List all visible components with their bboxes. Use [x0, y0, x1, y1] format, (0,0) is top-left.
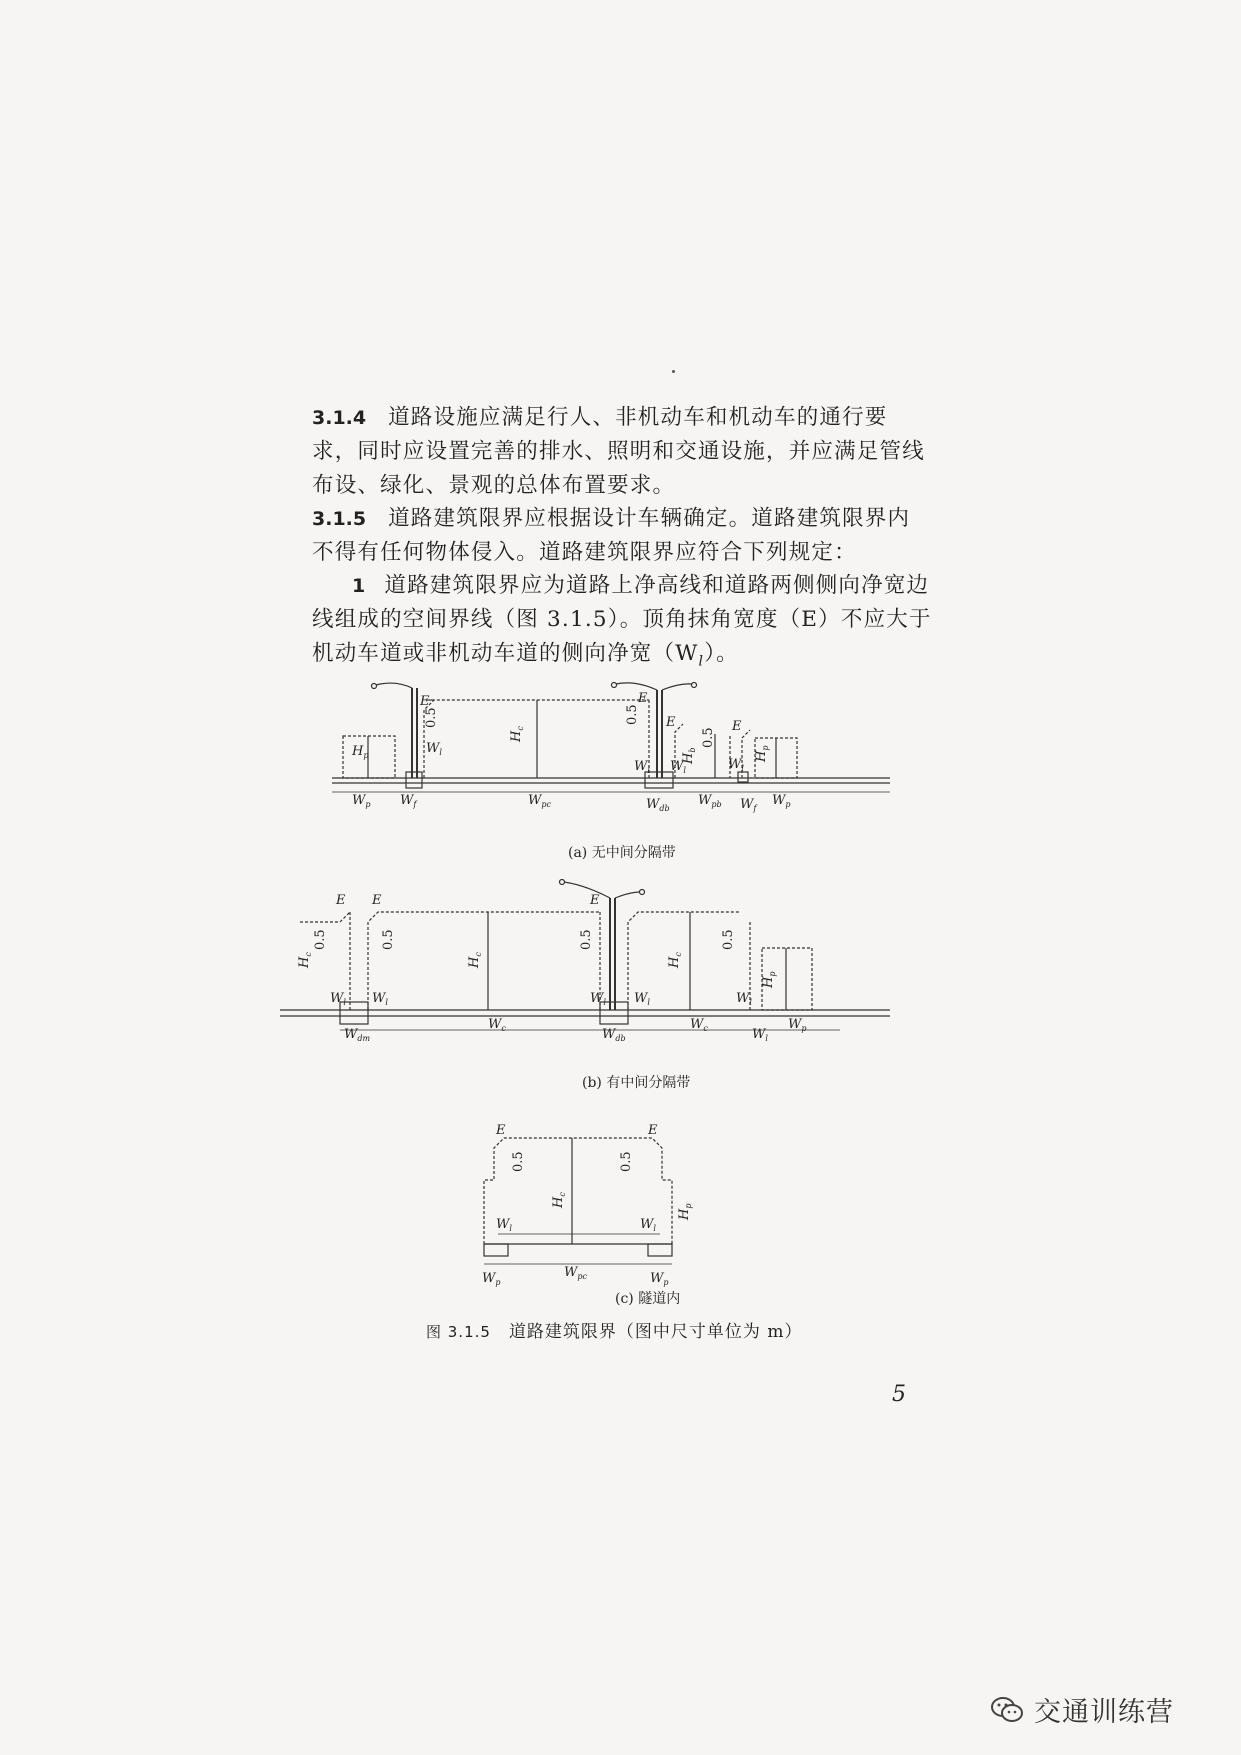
clause-text: 道路设施应满足行人、非机动车和机动车的通行要求，同时应设置完善的排水、照明和交通设施，并应满足管线布设、绿化、景观的总体布置要求。: [312, 405, 925, 498]
label-subscript: c: [516, 726, 525, 731]
label-E: E: [336, 893, 346, 908]
item-text: 道路建筑限界应为道路上净高线和道路两侧侧向净宽边线组成的空间界线（图 3.1.5）。顶角抹角宽度（E）不应大于机动车道或非机动车道的侧向净宽（W: [312, 573, 932, 666]
label-Wl: $W_l$: [496, 1217, 512, 1233]
label-subscript: f: [753, 804, 757, 813]
figure-number: 图 3.1.5: [426, 1323, 491, 1341]
stray-dot: [672, 370, 675, 373]
label-Wc: $W_c$: [488, 1017, 506, 1033]
clause-3-1-5: [312, 502, 932, 570]
page-number: 5: [892, 1382, 906, 1407]
label-subscript: dm: [357, 1034, 371, 1043]
label-subscript: l: [509, 1224, 512, 1233]
label-E: E: [732, 719, 742, 734]
label-subscript: c: [304, 952, 313, 957]
label-Hc: $H_c$: [467, 952, 483, 968]
label-05: 0.5: [579, 929, 594, 950]
item-subscript: l: [698, 653, 705, 670]
caption-a: (a) 无中间分隔带: [568, 845, 676, 861]
label-Wl: $W_l$: [752, 1027, 768, 1043]
diagram-b-labels: [297, 893, 807, 1043]
label-subscript: pb: [711, 800, 722, 809]
label-subscript: c: [674, 952, 683, 957]
label-05: 0.5: [625, 704, 640, 725]
label-subscript: pc: [541, 800, 551, 809]
label-subscript: l: [343, 998, 346, 1007]
label-Hp: $H_p$: [677, 1203, 693, 1220]
label-Wp: $W_p$: [650, 1271, 669, 1287]
label-Wp: $W_p$: [352, 793, 371, 809]
item-number: 1: [352, 575, 367, 597]
label-Wp: $W_p$: [482, 1271, 501, 1287]
label-Wf: $W_f$: [740, 797, 758, 813]
label-Wpb: $W_{pb}$: [698, 793, 722, 809]
label-Wl: $W_l$: [590, 991, 606, 1007]
watermark-text: 交通训练营: [1034, 1697, 1174, 1728]
label-E: E: [638, 691, 648, 706]
label-05: 0.5: [313, 929, 328, 950]
label-Wl: $W_l$: [736, 991, 752, 1007]
label-subscript: f: [413, 800, 417, 809]
label-05: 0.5: [511, 1151, 526, 1172]
label-subscript: l: [647, 766, 650, 775]
label-Hc: $H_c$: [667, 952, 683, 968]
clearance-diagram: [297, 680, 940, 1300]
label-Wl: $W_l$: [640, 1217, 656, 1233]
label-Wl: $W_l$: [330, 991, 346, 1007]
label-subscript: db: [659, 804, 670, 813]
label-subscript: l: [741, 764, 744, 773]
watermark: [990, 1690, 1174, 1729]
label-subscript: p: [495, 1278, 501, 1287]
label-Hp: $H_p$: [761, 971, 777, 988]
label-Wf: $W_f$: [400, 793, 418, 809]
label-05: 0.5: [721, 929, 736, 950]
caption-c: (c) 隧道内: [615, 1291, 681, 1307]
label-05: 0.5: [701, 727, 716, 748]
label-subscript: p: [365, 800, 371, 809]
label-Hb: $H_b$: [681, 747, 697, 764]
figure-caption: [426, 1317, 802, 1342]
label-subscript: p: [801, 1024, 807, 1033]
label-E: E: [372, 893, 382, 908]
label-Wdm: $W_{dm}$: [344, 1027, 371, 1043]
clause-number: 3.1.5: [312, 508, 367, 530]
label-Wp: $W_p$: [772, 793, 791, 809]
clause-text: 道路建筑限界应根据设计车辆确定。道路建筑限界内不得有任何物体侵入。道路建筑限界应符合下列规定：: [312, 506, 911, 565]
caption-b: (b) 有中间分隔带: [582, 1075, 691, 1091]
label-subscript: l: [653, 1224, 656, 1233]
label-subscript: l: [385, 998, 388, 1007]
label-subscript: l: [765, 1034, 768, 1043]
figure-title: 道路建筑限界（图中尺寸单位为 m）: [508, 1322, 803, 1342]
label-Wpc: $W_{pc}$: [564, 1265, 587, 1281]
label-subscript: p: [768, 971, 777, 977]
label-subscript: p: [663, 1278, 669, 1287]
label-Wpc: $W_{pc}$: [528, 793, 551, 809]
label-subscript: l: [439, 748, 442, 757]
label-E: E: [666, 715, 676, 730]
label-subscript: p: [785, 800, 791, 809]
label-Wl: $W_l$: [728, 757, 744, 773]
label-Hc: $H_c$: [551, 1192, 567, 1208]
label-E: E: [496, 1123, 506, 1138]
item-tail: ）。: [704, 641, 739, 666]
label-Wl: $W_l$: [372, 991, 388, 1007]
label-subscript: l: [683, 766, 686, 775]
label-Hc: $H_c$: [297, 952, 313, 968]
label-Wl: $W_l$: [670, 759, 686, 775]
label-subscript: l: [647, 998, 650, 1007]
wechat-icon: [990, 1695, 1024, 1725]
label-Wl: $W_l$: [426, 741, 442, 757]
label-E: E: [420, 694, 430, 709]
label-subscript: p: [363, 751, 369, 760]
label-Wp: $W_p$: [788, 1017, 807, 1033]
label-E: E: [648, 1123, 658, 1138]
label-05: 0.5: [424, 707, 439, 728]
label-Hp: $H_p$: [352, 744, 369, 760]
label-Wdb: $W_{db}$: [646, 797, 670, 813]
label-subscript: pc: [577, 1272, 587, 1281]
clause-number: 3.1.4: [312, 407, 367, 429]
label-Wc: $W_c$: [690, 1017, 708, 1033]
label-subscript: db: [615, 1034, 626, 1043]
clause-3-1-4: [312, 401, 932, 503]
label-Wl: $W_l$: [634, 759, 650, 775]
item-1: [312, 569, 932, 678]
label-subscript: c: [501, 1024, 506, 1033]
label-subscript: p: [761, 745, 770, 751]
label-E: E: [590, 893, 600, 908]
label-subscript: l: [749, 998, 752, 1007]
label-subscript: b: [688, 747, 697, 753]
label-05: 0.5: [619, 1151, 634, 1172]
label-subscript: l: [603, 998, 606, 1007]
label-subscript: p: [684, 1203, 693, 1209]
label-subscript: c: [558, 1192, 567, 1197]
label-05: 0.5: [381, 929, 396, 950]
label-Wdb: $W_{db}$: [602, 1027, 626, 1043]
label-Wl: $W_l$: [634, 991, 650, 1007]
label-subscript: c: [703, 1024, 708, 1033]
diagram-a: [332, 683, 890, 793]
label-Hc: $H_c$: [509, 726, 525, 742]
label-Hp: $H_p$: [754, 745, 770, 762]
label-subscript: c: [474, 952, 483, 957]
